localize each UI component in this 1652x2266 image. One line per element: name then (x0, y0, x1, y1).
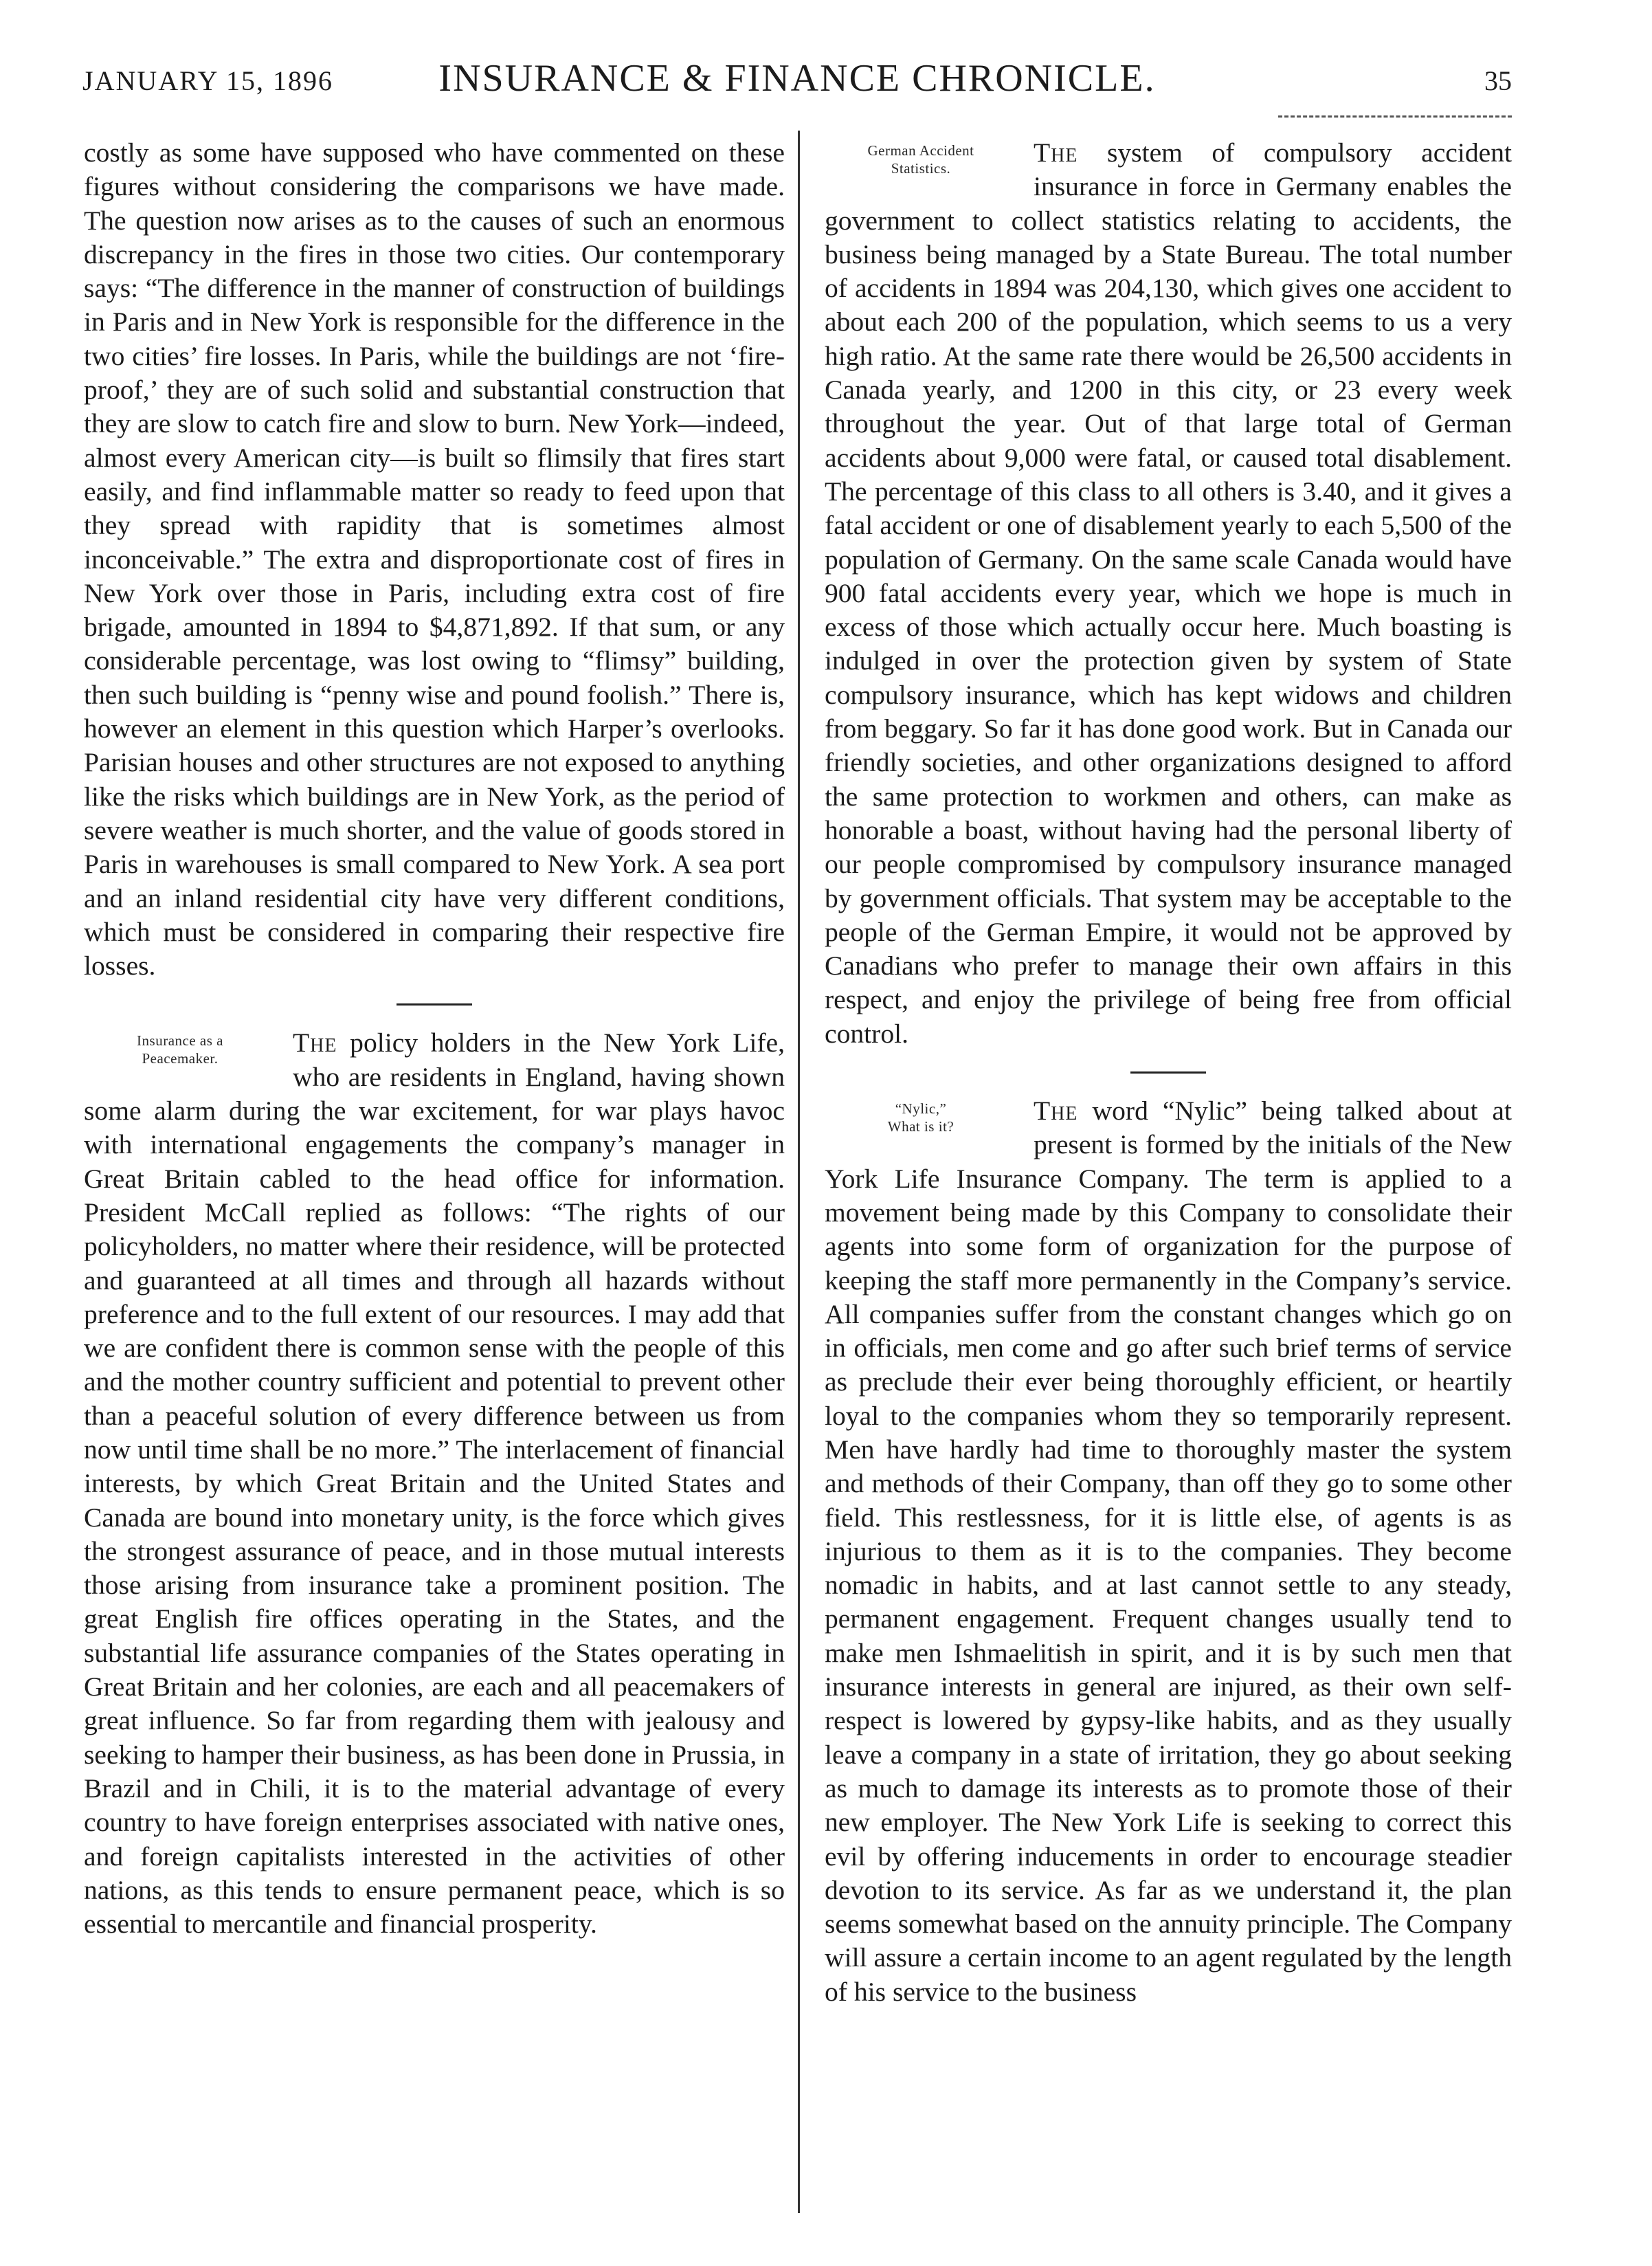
side-heading-line: Insurance as a (137, 1032, 223, 1049)
column-divider (798, 131, 800, 2213)
article-opening-word: The (1034, 137, 1078, 168)
article-separator (397, 1003, 472, 1006)
header-rule (1278, 115, 1512, 118)
left-column (84, 136, 785, 1941)
article-german-accident (825, 136, 1512, 1051)
side-heading (825, 142, 1017, 177)
side-heading (84, 1032, 276, 1067)
article-fire-losses (84, 136, 785, 983)
right-column (825, 136, 1512, 2009)
article-body (825, 1094, 1512, 2009)
article-nylic (825, 1094, 1512, 2009)
side-heading-line: What is it? (887, 1118, 955, 1135)
publication-title: INSURANCE & FINANCE CHRONICLE. (438, 57, 1156, 100)
page-number: 35 (1484, 65, 1512, 96)
page-header (82, 56, 1512, 111)
side-heading-line: Peacemaker. (142, 1050, 219, 1067)
article-body (825, 136, 1512, 1051)
side-heading-line: “Nylic,” (895, 1100, 947, 1118)
article-opening-word: The (293, 1028, 337, 1058)
article-insurance-peacemaker (84, 1026, 785, 1941)
article-text: word “Nylic” being talked about at present is formed by the initials of the New York Life Insurance Company. The term is applied to a movement being made by this Company to consolidate their agents into some form of organization for the purpose of keeping the staff more permanently in the Company’s service. All companies suffer from the constant changes which go on in officials, men come and go after such brief terms of service as preclude their ever being thoroughly efficient, or heartily loyal to the companies whom they so temporarily represent. Men have hardly had time to thoroughly master the system and methods of their Company, than off they go to some other field. This restlessness, for it is little else, of agents is as injurious to them as it is to the companies. They become nomadic in habits, and at last cannot settle to any steady, permanent engagement. Frequent changes usually tend to make men Ishmaelitish in spirit, and it is by such men that insurance interests in general are injured, as their own self-respect is lowered by gypsy-like habits, and as they usually leave a company in a state of irritation, they go about seeking as much to damage its interests as to promote those of their new employer. The New York Life is seeking to correct this evil by offering inducements in order to encourage steadier devotion to its service. As far as we understand it, the plan seems somewhat based on the annuity principle. The Company will assure a certain income to an agent regulated by the length of his service to the business (825, 1096, 1512, 2007)
article-body (84, 1026, 785, 1941)
side-heading (825, 1100, 1017, 1135)
article-opening-word: The (1034, 1096, 1078, 1126)
article-separator (1130, 1071, 1206, 1074)
article-text: policy holders in the New York Life, who are residents in England, having shown some alarm during the war excitement, for war plays havoc with international engagements the company’s manager in Great Britain cabled to the head office for information. President McCall replied as follows: “The rights of our policyholders, no matter where their residence, will be protected and guaranteed at all times and through all hazards without preference and to the full extent of our resources. I may add that we are confident there is common sense with the people of this and the mother country sufficient and potential to prevent other than a peaceful solution of every difference between us from now until time shall be no more.” The interlacement of financial interests, by which Great Britain and the United States and Canada are bound into monetary unity, is the force which gives the strongest assurance of peace, and in those mutual interests those arising from insurance take a prominent position. The great English fire offices operating in the States, and the substantial life assurance companies of the States operating in Great Britain and her colonies, are each and all peacemakers of great influence. So far from regarding them with jealousy and seeking to hamper their business, as has been done in Prussia, in Brazil and in Chili, it is to the material advantage of every country to have foreign enterprises associated with native ones, and foreign capitalists interested in the activities of other nations, as this tends to ensure permanent peace, which is so essential to mercantile and financial prosperity. (84, 1028, 785, 1940)
issue-date: JANUARY 15, 1896 (82, 65, 333, 96)
article-fire-losses-text: costly as some have supposed who have commented on these figures without considering the comparisons we have made. The question now arises as to the causes of such an enormous discrepancy in the fires in those two cities. Our contemporary says: “The difference in the manner of construction of buildings in Paris and in New York is responsible for the difference in the two cities’ fire losses. In Paris, while the buildings are not ‘fire-proof,’ they are of such solid and substantial construction that they are slow to catch fire and slow to burn. New York—indeed, almost every American city—is built so flimsily that fires start easily, and find inflammable matter so ready to feed upon that they spread with rapidity that is sometimes almost inconceivable.” The extra and disproportionate cost of fires in New York over those in Paris, including extra cost of fire brigade, amounted in 1894 to $4,871,892. If that sum, or any considerable percentage, was lost owing to “flimsy” building, then such building is “penny wise and pound foolish.” There is, however an element in this question which Harper’s overlooks. Parisian houses and other structures are not exposed to anything like the risks which buildings are in New York, as the period of severe weather is much shorter, and the value of goods stored in Paris in warehouses is small compared to New York. A sea port and an inland residential city have very different conditions, which must be considered in comparing their respective fire losses. (84, 137, 785, 981)
article-text: system of compulsory accident insurance in force in Germany enables the government to collect statistics relating to accidents, the business being managed by a State Bureau. The total number of accidents in 1894 was 204,130, which gives one accident to about each 200 of the population, which seems to us a very high ratio. At the same rate there would be 26,500 accidents in Canada yearly, and 1200 in this city, or 23 every week throughout the year. Out of that large total of German accidents about 9,000 were fatal, or caused total disablement. The percentage of this class to all others is 3.40, and it gives a fatal accident or one of disablement yearly to each 5,500 of the population of Germany. On the same scale Canada would have 900 fatal accidents every year, which we hope is much in excess of those which actually occur here. Much boasting is indulged in over the protection given by system of State compulsory insurance, which has kept widows and children from beggary. So far it has done good work. But in Canada our friendly societies, and other organizations designed to afford the same protection to workmen and others, can make as honorable a boast, without having had the personal liberty of our people compromised by compulsory insurance managed by government officials. That system may be acceptable to the people of the German Empire, it would not be approved by Canadians who prefer to manage their own affairs in this respect, and enjoy the privilege of being free from official control. (825, 137, 1512, 1049)
side-heading-line: Statistics. (891, 160, 951, 177)
side-heading-line: German Accident (867, 142, 974, 159)
